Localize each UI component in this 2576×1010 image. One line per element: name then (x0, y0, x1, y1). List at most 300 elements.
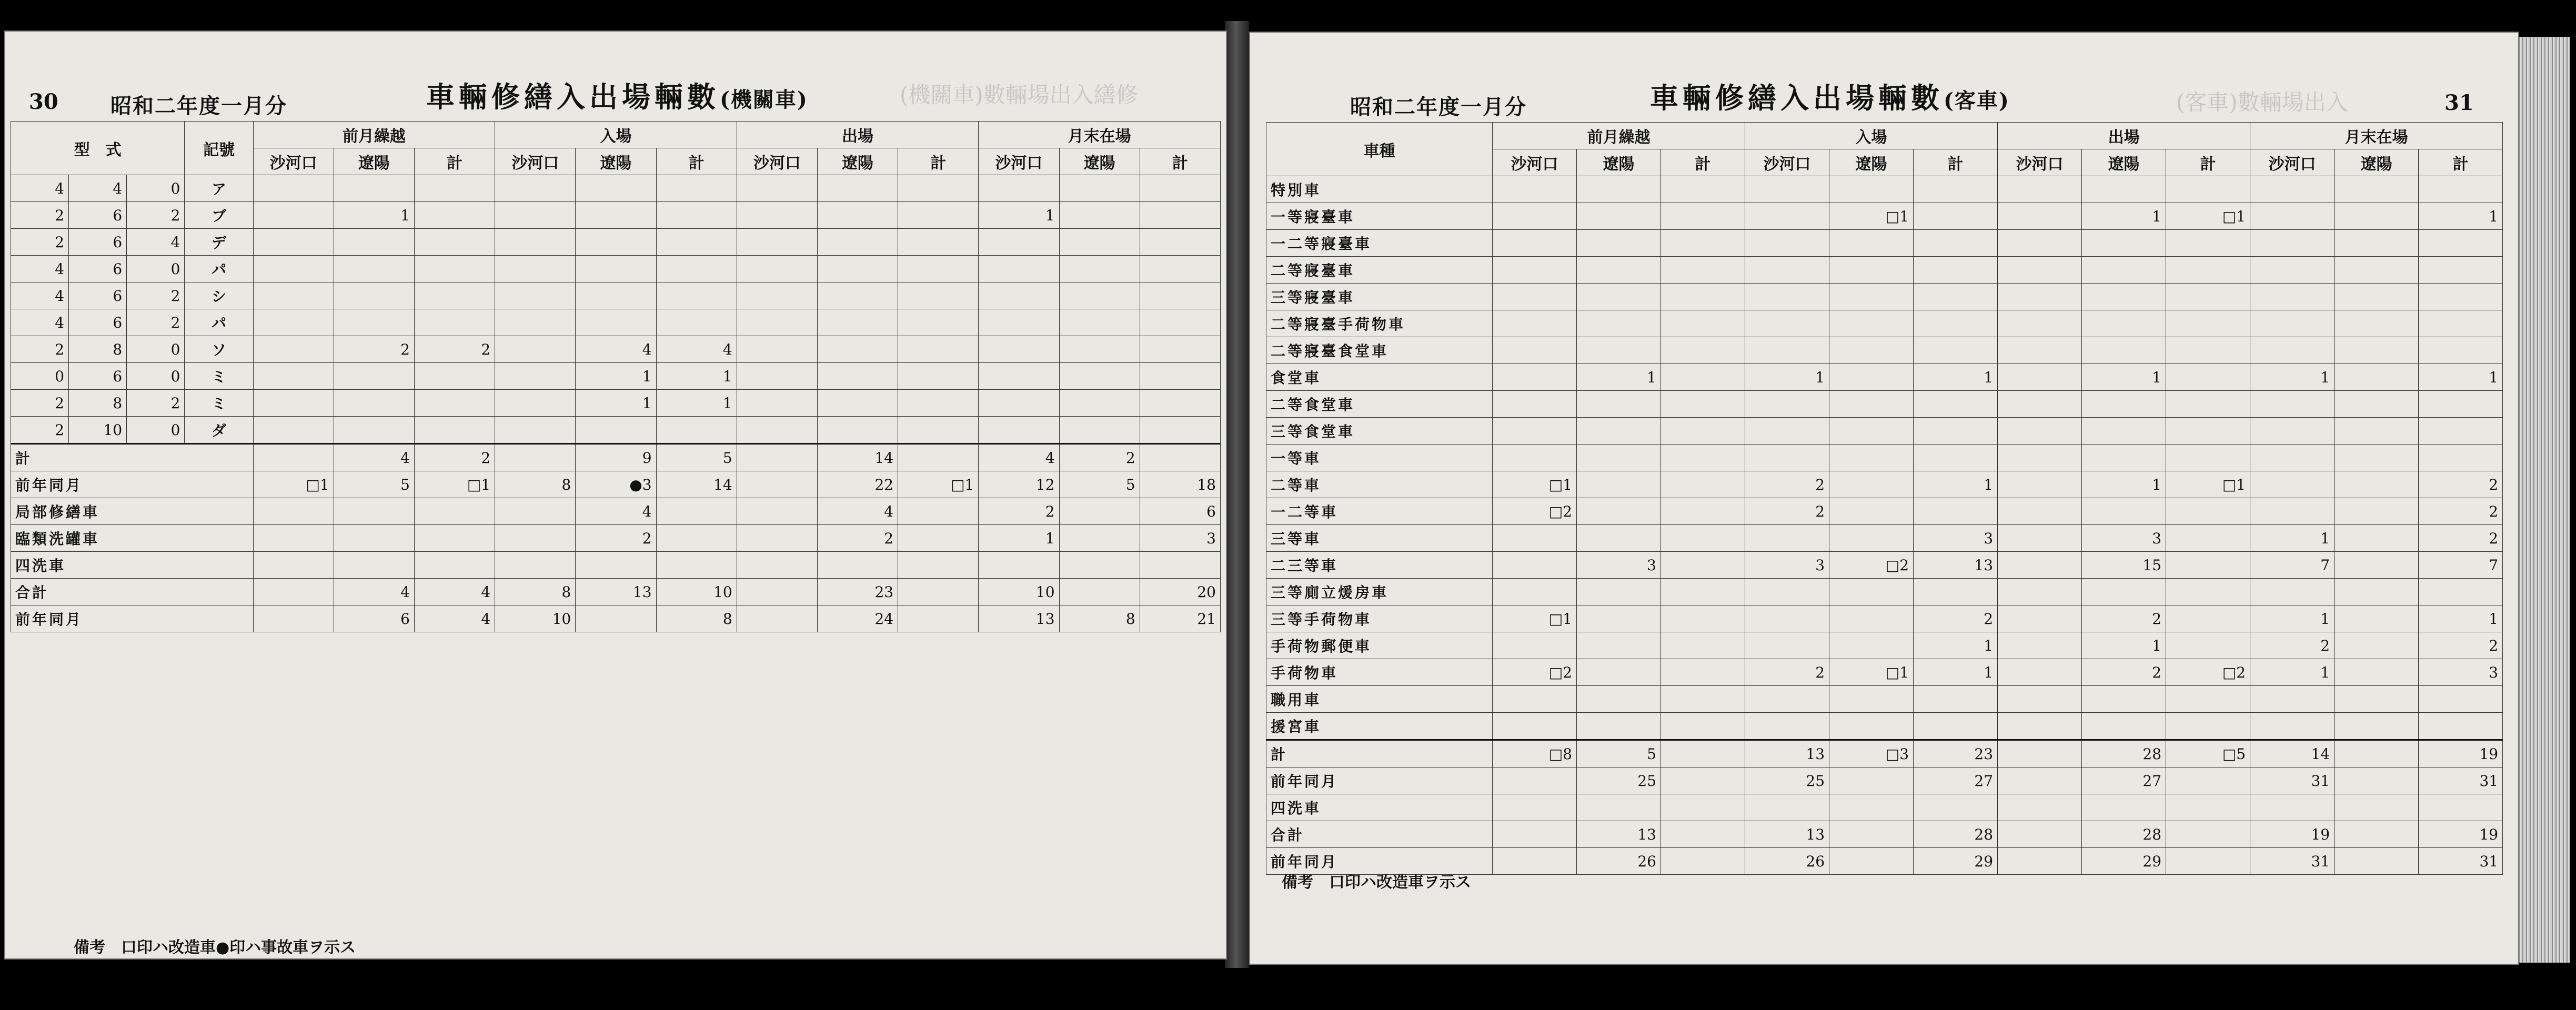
value-cell (656, 175, 737, 202)
value-cell (1059, 498, 1140, 525)
header-incoming: 入場 (495, 122, 737, 148)
value-cell: □1 (898, 471, 979, 498)
value-cell (1829, 579, 1914, 605)
value-cell (1577, 203, 1661, 230)
value-cell (1577, 284, 1661, 310)
subformat-cell: 0 (127, 175, 185, 202)
value-cell (576, 282, 656, 309)
value-cell: 1 (1914, 471, 1998, 498)
subformat-cell: 4 (127, 229, 185, 256)
value-cell (414, 202, 495, 229)
value-cell (576, 552, 656, 579)
value-cell (1140, 175, 1220, 202)
sub-header-total: 計 (898, 148, 979, 175)
value-cell (1745, 713, 1829, 740)
value-cell (1577, 471, 1661, 498)
value-cell (414, 229, 495, 256)
symbol-cell: パ (185, 309, 253, 336)
value-cell: 13 (1745, 740, 1829, 767)
value-cell (2334, 391, 2419, 418)
value-cell (1577, 257, 1661, 284)
value-cell (817, 363, 898, 390)
subformat-cell: 2 (127, 390, 185, 417)
table-row (11, 417, 1221, 444)
value-cell (1829, 230, 1914, 257)
value-cell (1493, 310, 1577, 337)
header-prev-month: 前月繰越 (253, 122, 495, 148)
value-cell (2082, 794, 2166, 821)
value-cell: 2 (334, 336, 414, 363)
value-cell: 14 (2250, 740, 2334, 767)
value-cell (495, 309, 576, 336)
sub-header-ryoyo: 遼陽 (576, 148, 656, 175)
value-cell: 5 (334, 471, 414, 498)
value-cell (1998, 525, 2082, 552)
value-cell (1661, 659, 1745, 686)
value-cell (2082, 418, 2166, 445)
value-cell: 8 (495, 579, 576, 605)
value-cell (1059, 256, 1140, 282)
value-cell: 10 (979, 579, 1059, 605)
value-cell (495, 417, 576, 444)
summary-row (11, 552, 1221, 579)
value-cell (2419, 284, 2503, 310)
value-cell (1140, 202, 1220, 229)
value-cell (2250, 337, 2334, 364)
summary-label: 四洗車 (1266, 794, 1493, 821)
value-cell (1661, 767, 1745, 794)
value-cell (1661, 257, 1745, 284)
value-cell: 1 (2250, 659, 2334, 686)
value-cell: 1 (576, 363, 656, 390)
value-cell: 2 (414, 444, 495, 471)
value-cell (656, 282, 737, 309)
car-kind-cell: 手荷物郵便車 (1266, 632, 1493, 659)
value-cell (737, 444, 817, 471)
value-cell (1829, 471, 1914, 498)
value-cell (1998, 337, 2082, 364)
symbol-cell: ミ (185, 390, 253, 417)
value-cell (2166, 713, 2250, 740)
symbol-cell: パ (185, 256, 253, 282)
value-cell (737, 336, 817, 363)
value-cell (817, 202, 898, 229)
value-cell (979, 282, 1059, 309)
value-cell (2250, 498, 2334, 525)
sub-header-shakako: 沙河口 (2250, 149, 2334, 176)
value-cell (2419, 794, 2503, 821)
value-cell (1140, 309, 1220, 336)
value-cell (2419, 579, 2503, 605)
value-cell (1829, 821, 1914, 848)
value-cell (1914, 579, 1998, 605)
value-cell (2166, 821, 2250, 848)
value-cell (253, 336, 334, 363)
value-cell (898, 175, 979, 202)
value-cell (898, 579, 979, 605)
value-cell (2166, 848, 2250, 875)
value-cell: 13 (1914, 552, 1998, 579)
value-cell (414, 552, 495, 579)
value-cell (1745, 605, 1829, 632)
sub-header-ryoyo: 遼陽 (817, 148, 898, 175)
value-cell: 1 (1577, 364, 1661, 391)
value-cell (1059, 282, 1140, 309)
value-cell (2166, 579, 2250, 605)
summary-row (11, 444, 1221, 471)
sub-header-ryoyo: 遼陽 (1577, 149, 1661, 176)
table-row (1266, 418, 2503, 445)
value-cell (1140, 417, 1220, 444)
value-cell (1661, 686, 1745, 713)
subformat-cell: 2 (127, 309, 185, 336)
value-cell (1914, 794, 1998, 821)
value-cell (1998, 257, 2082, 284)
title-main: 車輛修繕入出場輛數 (1650, 81, 1944, 115)
value-cell (1661, 230, 1745, 257)
value-cell (2334, 310, 2419, 337)
value-cell (817, 256, 898, 282)
value-cell (1998, 176, 2082, 203)
value-cell: 1 (2082, 364, 2166, 391)
format-cell: 4 (69, 175, 127, 202)
header-outgoing: 出場 (737, 122, 979, 148)
value-cell (737, 417, 817, 444)
value-cell: 4 (414, 579, 495, 605)
car-kind-cell: 一二等寢臺車 (1266, 230, 1493, 257)
value-cell: □2 (1829, 552, 1914, 579)
summary-label: 合計 (1266, 821, 1493, 848)
value-cell: 10 (656, 579, 737, 605)
value-cell (1829, 525, 1914, 552)
table-row (1266, 364, 2503, 391)
value-cell (2334, 686, 2419, 713)
value-cell (979, 229, 1059, 256)
value-cell (1745, 230, 1829, 257)
value-cell (1493, 418, 1577, 445)
value-cell (1829, 257, 1914, 284)
value-cell (1998, 445, 2082, 471)
value-cell: 2 (1745, 659, 1829, 686)
value-cell (2166, 418, 2250, 445)
header-outgoing: 出場 (1998, 123, 2250, 149)
value-cell (1998, 418, 2082, 445)
table-row (1266, 391, 2503, 418)
value-cell (898, 498, 979, 525)
value-cell (2166, 445, 2250, 471)
value-cell (2419, 230, 2503, 257)
value-cell (1998, 310, 2082, 337)
value-cell (737, 256, 817, 282)
symbol-cell: ミ (185, 363, 253, 390)
value-cell (2334, 552, 2419, 579)
value-cell (2419, 686, 2503, 713)
summary-label: 前年同月 (1266, 848, 1493, 875)
value-cell (2082, 176, 2166, 203)
value-cell (2082, 686, 2166, 713)
car-kind-cell: 一等車 (1266, 445, 1493, 471)
value-cell (2419, 418, 2503, 445)
value-cell (1914, 686, 1998, 713)
value-cell (737, 309, 817, 336)
value-cell (1661, 821, 1745, 848)
value-cell (1493, 552, 1577, 579)
value-cell (414, 417, 495, 444)
value-cell (2334, 821, 2419, 848)
table-row (1266, 257, 2503, 284)
value-cell: 3 (1140, 525, 1220, 552)
value-cell (1829, 284, 1914, 310)
value-cell (414, 390, 495, 417)
value-cell (1577, 579, 1661, 605)
value-cell (979, 363, 1059, 390)
value-cell (253, 363, 334, 390)
bleed-through-text: (機關車)數輛場出入繕修 (900, 82, 1138, 108)
car-kind-cell: 食堂車 (1266, 364, 1493, 391)
value-cell: 2 (2250, 632, 2334, 659)
value-cell (2166, 391, 2250, 418)
table-row (11, 282, 1221, 309)
value-cell: 1 (2250, 605, 2334, 632)
right-table (1266, 122, 2503, 875)
value-cell (1914, 418, 1998, 445)
summary-label: 四洗車 (11, 552, 254, 579)
table-row (1266, 445, 2503, 471)
type-cell: 4 (11, 256, 69, 282)
value-cell (2250, 794, 2334, 821)
table-row (11, 336, 1221, 363)
value-cell (1998, 498, 2082, 525)
value-cell (1998, 740, 2082, 767)
value-cell (2334, 740, 2419, 767)
value-cell (1577, 686, 1661, 713)
value-cell: 14 (656, 471, 737, 498)
symbol-cell: デ (185, 229, 253, 256)
value-cell: 4 (576, 498, 656, 525)
value-cell (1493, 848, 1577, 875)
value-cell: 2 (979, 498, 1059, 525)
value-cell (2334, 471, 2419, 498)
period-label: 昭和二年度一月分 (110, 94, 287, 118)
value-cell (576, 202, 656, 229)
value-cell: 31 (2419, 848, 2503, 875)
value-cell: 1 (576, 390, 656, 417)
value-cell (1661, 794, 1745, 821)
value-cell (1493, 230, 1577, 257)
value-cell (2334, 848, 2419, 875)
value-cell (1140, 552, 1220, 579)
value-cell (1493, 579, 1577, 605)
value-cell: 8 (1059, 605, 1140, 632)
value-cell (898, 282, 979, 309)
title-main: 車輛修繕入出場輛數 (426, 80, 720, 114)
value-cell: 13 (576, 579, 656, 605)
value-cell: 21 (1140, 605, 1220, 632)
value-cell (1577, 230, 1661, 257)
value-cell (1059, 579, 1140, 605)
value-cell (2250, 686, 2334, 713)
page-edges (2517, 37, 2570, 963)
value-cell (1998, 391, 2082, 418)
value-cell (1998, 713, 2082, 740)
value-cell: ●3 (576, 471, 656, 498)
value-cell: 2 (1745, 471, 1829, 498)
car-kind-cell: 三等車 (1266, 525, 1493, 552)
value-cell (1493, 284, 1577, 310)
value-cell (1661, 391, 1745, 418)
value-cell (1829, 848, 1914, 875)
value-cell (2334, 284, 2419, 310)
value-cell: 2 (1059, 444, 1140, 471)
value-cell (253, 390, 334, 417)
value-cell (817, 309, 898, 336)
value-cell: 2 (2082, 659, 2166, 686)
value-cell (1745, 203, 1829, 230)
title-sub: (機關車) (720, 87, 808, 112)
value-cell: 3 (1745, 552, 1829, 579)
value-cell (1577, 605, 1661, 632)
value-cell (1914, 445, 1998, 471)
value-cell (495, 363, 576, 390)
value-cell (1493, 257, 1577, 284)
car-kind-cell: 職用車 (1266, 686, 1493, 713)
value-cell (2334, 176, 2419, 203)
summary-row (11, 525, 1221, 552)
sub-header-shakako: 沙河口 (1745, 149, 1829, 176)
value-cell (253, 175, 334, 202)
value-cell (817, 229, 898, 256)
value-cell (737, 605, 817, 632)
value-cell (737, 229, 817, 256)
value-cell (2166, 767, 2250, 794)
summary-label: 前年同月 (11, 471, 254, 498)
value-cell (737, 525, 817, 552)
value-cell (898, 552, 979, 579)
value-cell (1661, 284, 1745, 310)
value-cell (979, 175, 1059, 202)
value-cell: 2 (1745, 498, 1829, 525)
table-row (11, 390, 1221, 417)
value-cell (1745, 176, 1829, 203)
sub-header-shakako: 沙河口 (253, 148, 334, 175)
value-cell: 13 (979, 605, 1059, 632)
table-row (1266, 605, 2503, 632)
value-cell (495, 202, 576, 229)
value-cell (2419, 713, 2503, 740)
value-cell: □1 (1493, 471, 1577, 498)
value-cell: 6 (334, 605, 414, 632)
value-cell (1829, 418, 1914, 445)
type-cell: 4 (11, 282, 69, 309)
value-cell: □1 (2166, 203, 2250, 230)
value-cell: 28 (2082, 821, 2166, 848)
value-cell (253, 444, 334, 471)
value-cell (1998, 605, 2082, 632)
value-cell (737, 471, 817, 498)
value-cell (1829, 794, 1914, 821)
value-cell (414, 498, 495, 525)
value-cell (1829, 713, 1914, 740)
value-cell: □1 (414, 471, 495, 498)
value-cell (656, 229, 737, 256)
value-cell (1829, 364, 1914, 391)
value-cell (898, 202, 979, 229)
sub-header-total: 計 (1914, 149, 1998, 176)
value-cell: 3 (2419, 659, 2503, 686)
value-cell: 25 (1577, 767, 1661, 794)
value-cell (253, 202, 334, 229)
value-cell (1059, 175, 1140, 202)
table-row (11, 309, 1221, 336)
value-cell (1745, 310, 1829, 337)
value-cell (1493, 337, 1577, 364)
value-cell (1914, 230, 1998, 257)
value-cell (1059, 229, 1140, 256)
value-cell (1661, 445, 1745, 471)
summary-row (11, 605, 1221, 632)
value-cell (1829, 310, 1914, 337)
value-cell: 2 (2419, 471, 2503, 498)
value-cell (656, 525, 737, 552)
sub-header-ryoyo: 遼陽 (334, 148, 414, 175)
value-cell (2166, 552, 2250, 579)
value-cell: 2 (2419, 632, 2503, 659)
value-cell: 1 (2419, 605, 2503, 632)
value-cell: 23 (1914, 740, 1998, 767)
format-cell: 8 (69, 336, 127, 363)
value-cell (414, 309, 495, 336)
value-cell: 26 (1577, 848, 1661, 875)
value-cell: 2 (2419, 498, 2503, 525)
value-cell (1059, 390, 1140, 417)
value-cell (1998, 632, 2082, 659)
header-symbol: 記號 (185, 122, 253, 175)
value-cell (1661, 525, 1745, 552)
value-cell (1493, 445, 1577, 471)
value-cell: 3 (2082, 525, 2166, 552)
value-cell (253, 417, 334, 444)
value-cell (817, 417, 898, 444)
type-cell: 2 (11, 417, 69, 444)
value-cell (1140, 229, 1220, 256)
value-cell (334, 390, 414, 417)
value-cell (2334, 337, 2419, 364)
value-cell: □1 (1493, 605, 1577, 632)
value-cell (1493, 794, 1577, 821)
car-kind-cell: 三等廁立煖房車 (1266, 579, 1493, 605)
value-cell (1745, 418, 1829, 445)
value-cell (2334, 767, 2419, 794)
value-cell (1059, 363, 1140, 390)
table-row (1266, 230, 2503, 257)
page-title (1650, 76, 2010, 116)
value-cell (253, 309, 334, 336)
sub-header-total: 計 (1140, 148, 1220, 175)
footnote: 備考 口印ハ改造車●印ハ事故車ヲ示ス (74, 938, 356, 957)
value-cell (2250, 445, 2334, 471)
value-cell (1140, 256, 1220, 282)
value-cell: 27 (2082, 767, 2166, 794)
summary-row (1266, 794, 2503, 821)
value-cell: 22 (817, 471, 898, 498)
value-cell (1493, 391, 1577, 418)
table-row (1266, 552, 2503, 579)
value-cell (2250, 391, 2334, 418)
value-cell: 1 (1745, 364, 1829, 391)
value-cell: 9 (576, 444, 656, 471)
value-cell (656, 417, 737, 444)
value-cell (1998, 821, 2082, 848)
